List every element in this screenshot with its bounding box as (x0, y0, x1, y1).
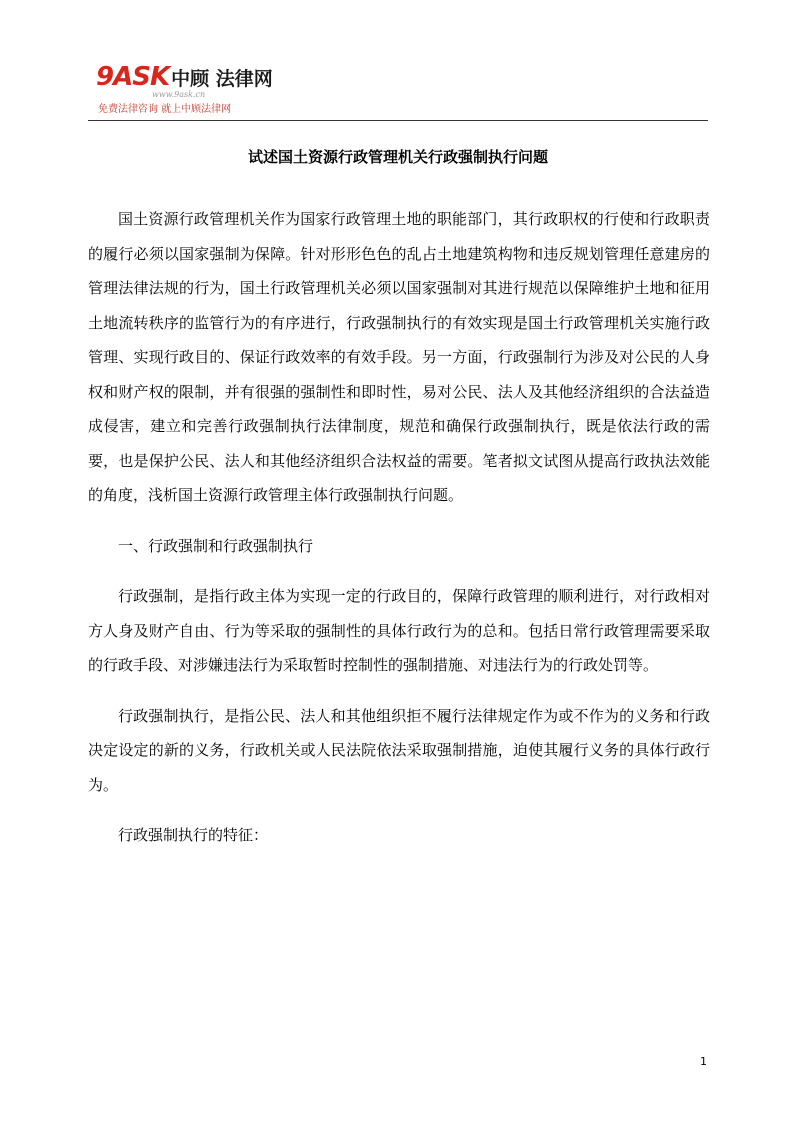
header-divider (88, 120, 708, 121)
paragraph-definition-execution: 行政强制执行，是指公民、法人和其他组织拒不履行法律规定作为或不作为的义务和行政决定设定的新的义务，行政机关或人民法院依法采取强制措施，迫使其履行义务的具体行政行为。 (88, 706, 710, 794)
logo-slogan: 免费法律咨询 就上中顾法律网 (98, 104, 232, 115)
logo-brand: 9ASK (96, 62, 170, 92)
logo-wordmark (96, 62, 273, 92)
section-heading: 一、行政强制和行政强制执行 (118, 536, 314, 555)
document-title: 试述国土资源行政管理机关行政强制执行问题 (247, 148, 548, 166)
logo-url: www.9ask.cn (152, 90, 206, 99)
paragraph-features-lead: 行政强制执行的特征： (118, 826, 269, 844)
document-body (88, 202, 710, 853)
site-logo (96, 62, 276, 116)
logo-cn-name: 中顾 法律网 (171, 68, 273, 90)
paragraph-definition-enforcement: 行政强制，是指行政主体为实现一定的行政目的，保障行政管理的顺利进行，对行政相对方人身及财产自由、行为等采取的强制性的具体行政行为的总和。包括日常行政管理需要采取的行政手段、对涉嫌违法行为采取暂时控制性的强制措施、对违法行为的行政处罚等。 (88, 587, 710, 674)
page-number: 1 (700, 1055, 707, 1068)
paragraph-intro: 国土资源行政管理机关作为国家行政管理土地的职能部门，其行政职权的行使和行政职责的履行必须以国家强制为保障。针对形形色色的乱占土地建筑构物和违反规划管理任意建房的管理法律法规的行为，国土行政管理机关必须以国家强制对其进行规范以保障维护土地和征用土地流转秩序的监管行为的有序进行，行政强制执行的有效实现是国土行政管理机关实施行政管理、实现行政目的、保证行政效率的有效手段。另一方面，行政强制行为涉及对公民的人身权和财产权的限制，并有很强的强制性和即时性，易对公民、法人及其他经济组织的合法益造成侵害，建立和完善行政强制执行法律制度，规范和确保行政强制执行，既是依法行政的需要，也是保护公民、法人和其他经济组织合法权益的需要。笔者拟文试图从提高行政执法效能的角度，浅析国土资源行政管理主体行政强制执行问题。 (88, 210, 710, 504)
